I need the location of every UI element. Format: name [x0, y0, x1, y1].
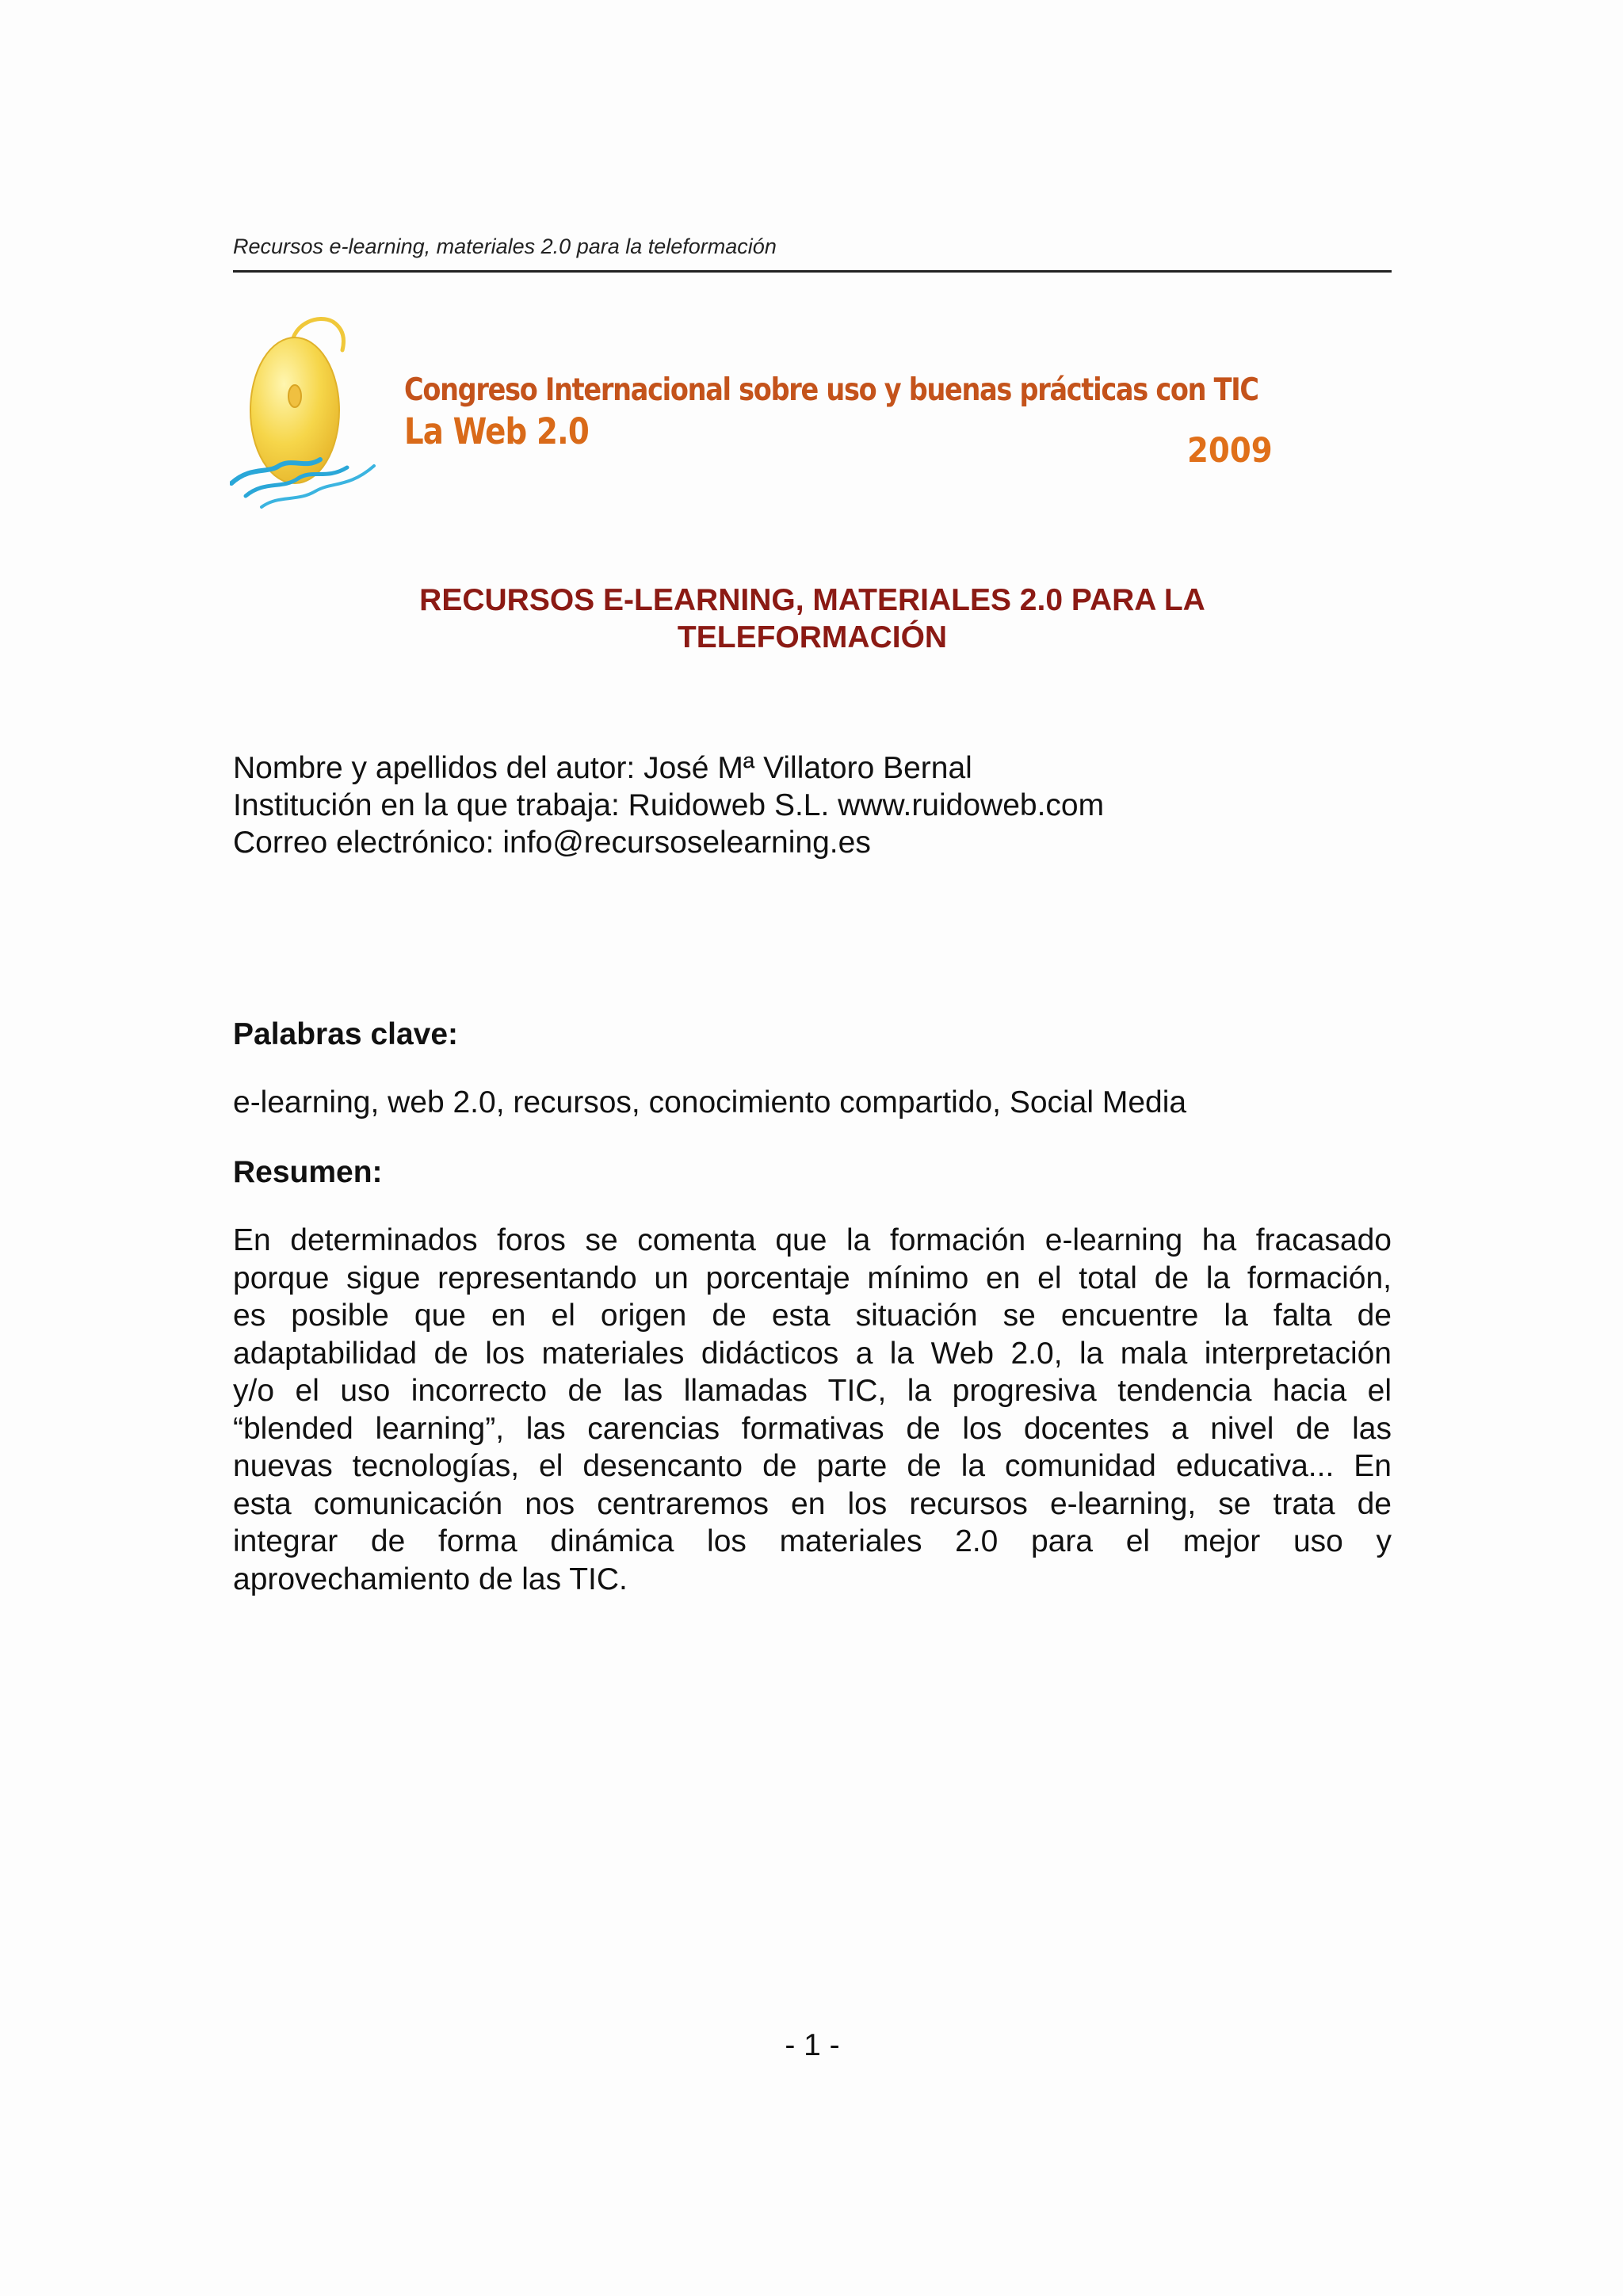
summary-line: esta comunicación nos centraremos en los recursos e-learning, se trata de [233, 1486, 1392, 1521]
page-number: - 1 - [785, 2028, 840, 2062]
banner-title: Congreso Internacional sobre uso y buenas prácticas con TIC [404, 372, 1258, 408]
summary-line: adaptabilidad de los materiales didácticos a la Web 2.0, la mala interpretación [233, 1336, 1392, 1371]
summary-line: integrar de forma dinámica los materiales 2.0 para el mejor uso y [233, 1524, 1392, 1558]
running-header: Recursos e-learning, materiales 2.0 para la teleformación [233, 235, 777, 258]
document-title-line-2: TELEFORMACIÓN [677, 620, 948, 654]
summary-line: nuevas tecnologías, el desencanto de parte de la comunidad educativa... En [233, 1449, 1392, 1483]
summary-line: “blended learning”, las carencias formativas de los docentes a nivel de las [233, 1411, 1392, 1446]
header-rule [233, 270, 1392, 273]
mouse-logo-icon [230, 311, 412, 518]
author-name: Nombre y apellidos del autor: José Mª Villatoro Bernal [233, 751, 972, 785]
document-title-line-1: RECURSOS E-LEARNING, MATERIALES 2.0 PARA LA [419, 583, 1205, 617]
keywords-heading: Palabras clave: [233, 1017, 459, 1051]
banner-year: 2009 [1187, 431, 1273, 471]
summary-heading: Resumen: [233, 1155, 383, 1189]
summary-paragraph [233, 1222, 1392, 1598]
keywords-text: e-learning, web 2.0, recursos, conocimiento compartido, Social Media [233, 1085, 1187, 1119]
congress-banner [230, 311, 1292, 518]
author-institution: Institución en la que trabaja: Ruidoweb S.L. www.ruidoweb.com [233, 788, 1105, 822]
document-title [233, 582, 1392, 656]
summary-line: En determinados foros se comenta que la formación e-learning ha fracasado [233, 1223, 1392, 1257]
summary-line: aprovechamiento de las TIC. [233, 1562, 628, 1596]
author-info [233, 749, 1392, 861]
summary-line: porque sigue representando un porcentaje mínimo en el total de la formación, [233, 1261, 1392, 1295]
banner-subtitle: La Web 2.0 [404, 410, 589, 452]
summary-line: y/o el uso incorrecto de las llamadas TIC, la progresiva tendencia hacia el [233, 1374, 1392, 1408]
summary-line: es posible que en el origen de esta situación se encuentre la falta de [233, 1299, 1392, 1333]
author-email: Correo electrónico: info@recursoselearning.es [233, 826, 871, 860]
